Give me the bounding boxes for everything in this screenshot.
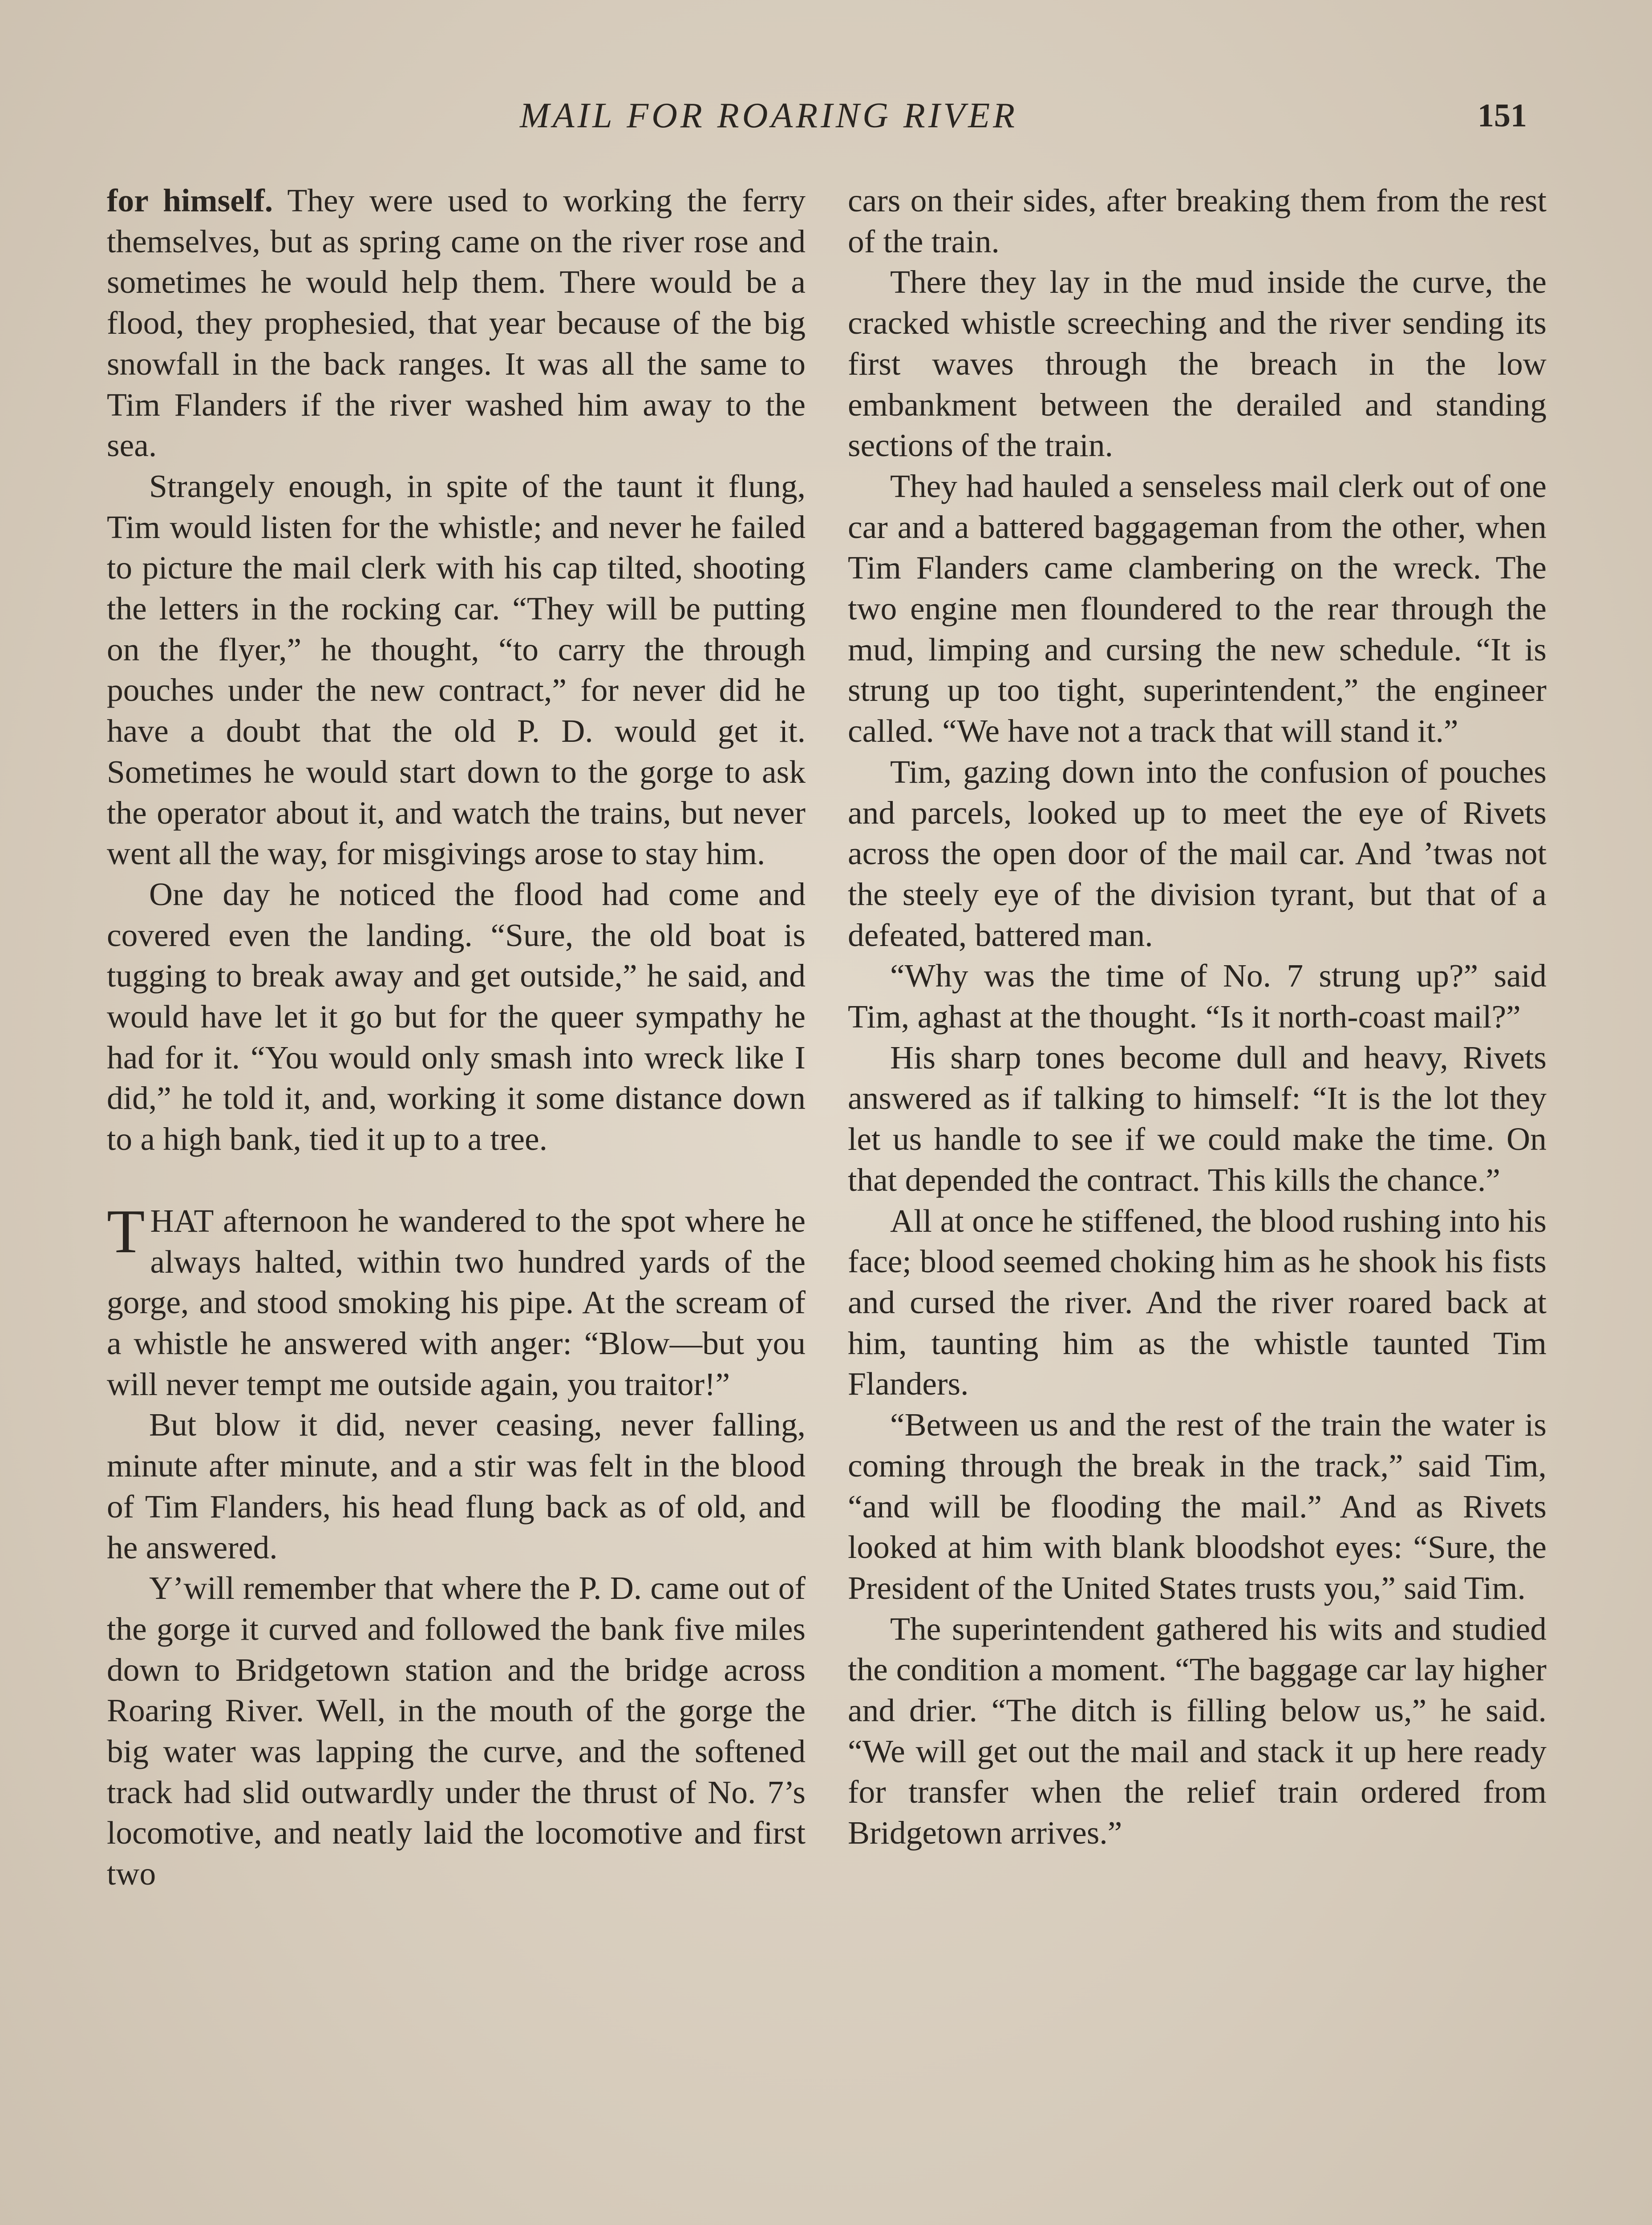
paragraph: His sharp tones become dull and heavy, Rivets answered as if talking to himself: “It is the lot they let us handle to see if we could make the time. On that depended the contract. This kills the chance.” (848, 1039, 1547, 1198)
paragraph: cars on their sides, after breaking them from the rest of the train. (848, 182, 1547, 259)
drop-cap: T (107, 1197, 145, 1266)
paragraph: Strangely enough, in spite of the taunt it flung, Tim would listen for the whistle; and never he failed to picture the mail clerk with his cap tilted, shooting the letters in the rocking car. “They will be putting on the flyer,” he thought, “to carry the through pouches under the new contract,” for never did he have a doubt that the old P. D. would get it. Sometimes he would start down to the gorge to ask the operator about it, and watch the trains, but never went all the way, for misgivings arose to stay him. (107, 468, 806, 872)
paragraph: They had hauled a senseless mail clerk out of one car and a battered baggageman from the other, when Tim Flanders came clambering on the wreck. The two engine men floundered to the rear through the mud, limping and cursing the new schedule. “It is strung up too tight, superintendent,” the engineer called. “We have not a track that will stand it.” (848, 468, 1547, 749)
left-column (107, 180, 806, 1894)
bold-lead-in: for himself. (107, 182, 273, 218)
paragraph: But blow it did, never ceasing, never falling, minute after minute, and a stir was felt in the blood of Tim Flanders, his head flung back as of old, and he answered. (107, 1407, 806, 1566)
paragraph: Y’will remember that where the P. D. came out of the gorge it curved and followed the bank five miles down to Bridgetown station and the bridge across Roaring River. Well, in the mouth of the gorge the big water was lapping the curve, and the softened track had slid outwardly under the thrust of No. 7’s locomotive, and neatly laid the locomotive and first two (107, 1570, 806, 1892)
paragraph: “Why was the time of No. 7 strung up?” said Tim, aghast at the thought. “Is it north-coast mail?” (848, 958, 1547, 1035)
paragraph-text: HAT afternoon he wandered to the spot where he always halted, within two hundred yards of the gorge, and stood smoking his pipe. At the scream of a whistle he answered with anger: “Blow—but you will never tempt me outside again, you traitor!” (107, 1202, 806, 1402)
paragraph: “Between us and the rest of the train the water is coming through the break in the track,” said Tim, “and will be flooding the mail.” And as Rivets looked at him with blank bloodshot eyes: “Sure, the President of the United States trusts you,” said Tim. (848, 1407, 1547, 1606)
paragraph: There they lay in the mud inside the curve, the cracked whistle screeching and the river sending its first waves through the breach in the low embankment between the derailed and standing sections of the train. (848, 264, 1547, 464)
paragraph-text: They were used to working the ferry themselves, but as spring came on the river rose and sometimes he would help them. There would be a flood, they prophesied, that year because of the big snowfall in the back ranges. It was all the same to Tim Flanders if the river washed him away to the sea. (107, 182, 806, 464)
page-header (0, 93, 1652, 147)
page-number: 151 (1478, 97, 1527, 134)
paragraph: One day he noticed the flood had come and covered even the landing. “Sure, the old boat is tugging to break away and get outside,” he said, and would have let it go but for the queer sympathy he had for it. “You would only smash into wreck like I did,” he told it, and, working it some distance down to a high bank, tied it up to a tree. (107, 876, 806, 1157)
paragraph: The superintendent gathered his wits and studied the condition a moment. “The baggage car lay higher and drier. “The ditch is filling below us,” he said. “We will get out the mail and stack it up here ready for transfer when the relief train ordered from Bridgetown arrives.” (848, 1610, 1547, 1851)
section-start-paragraph (107, 1197, 806, 1405)
running-title: MAIL FOR ROARING RIVER (520, 96, 1018, 135)
paragraph: All at once he stiffened, the blood rushing into his face; blood seemed choking him as he shook his fists and cursed the river. And the river roared back at him, taunting him as the whistle taunted Tim Flanders. (848, 1202, 1547, 1402)
paragraph (107, 180, 806, 466)
right-column (848, 180, 1547, 1853)
paragraph: Tim, gazing down into the confusion of pouches and parcels, looked up to meet the eye of Rivets across the open door of the mail car. And ’twas not the steely eye of the division tyrant, but that of a defeated, battered man. (848, 753, 1547, 953)
